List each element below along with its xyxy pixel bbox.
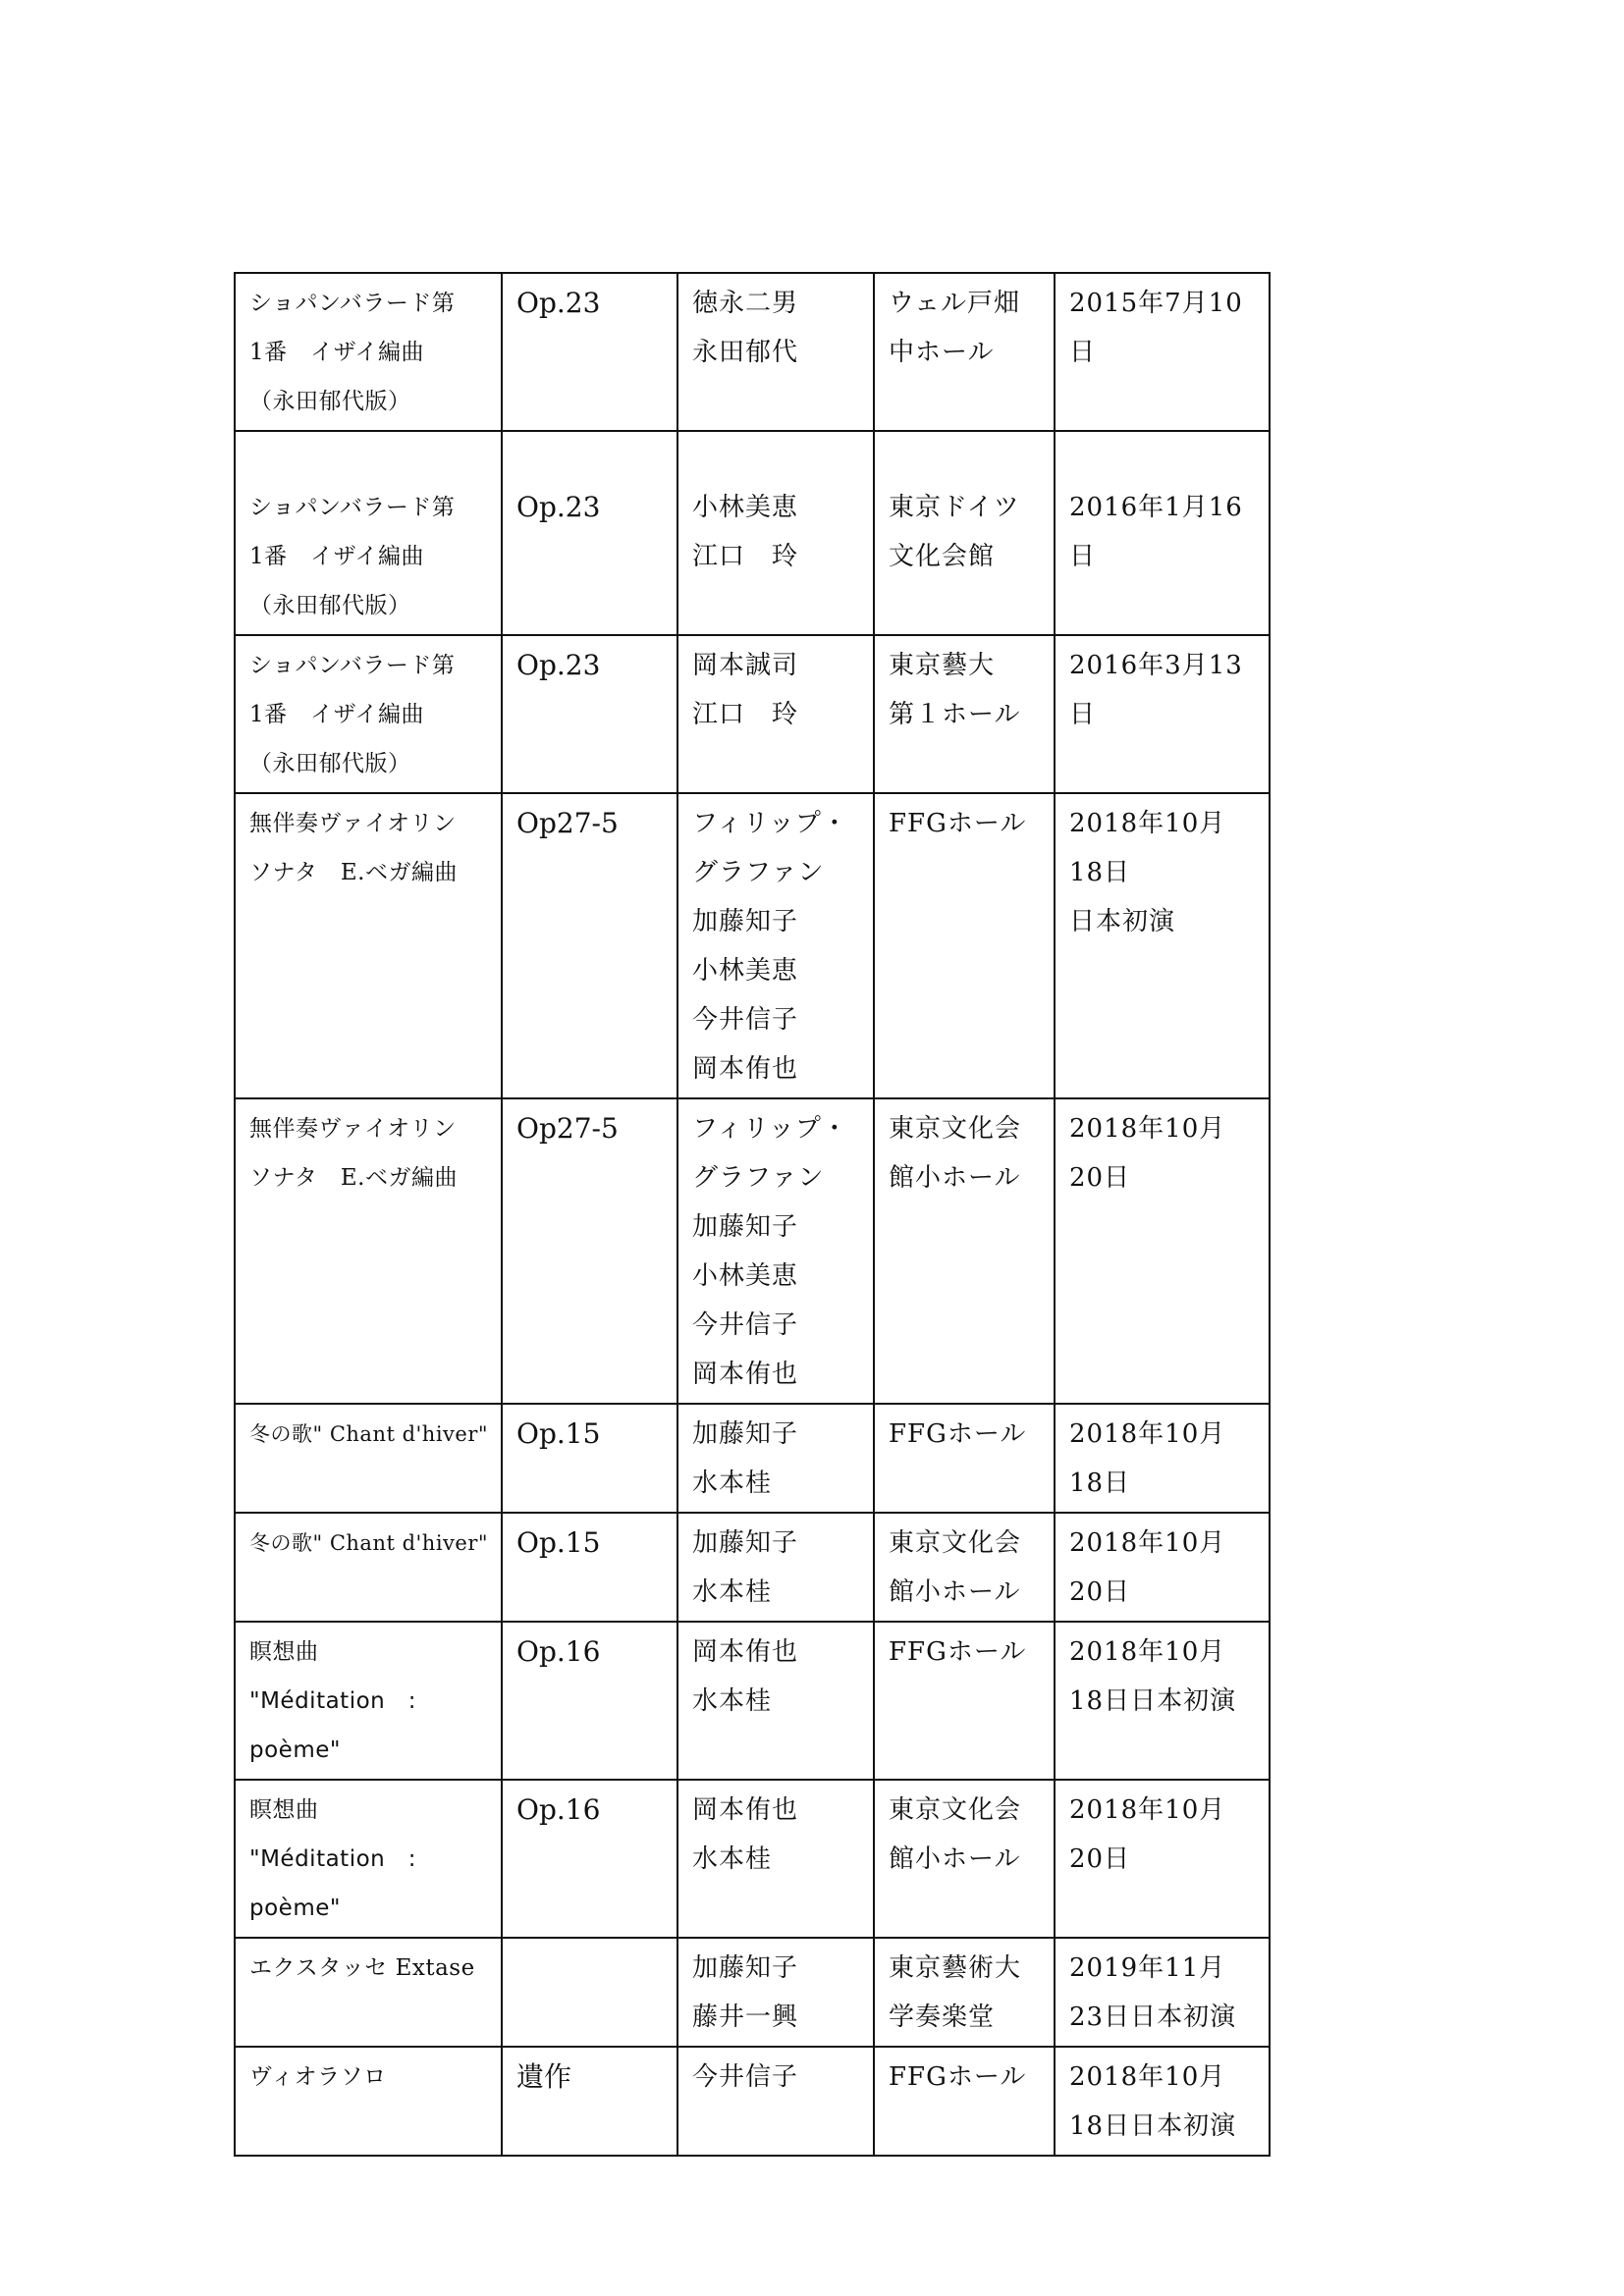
performers-cell xyxy=(677,1404,874,1513)
work-title-cell xyxy=(235,635,502,793)
table-row xyxy=(235,793,1270,1098)
table-row xyxy=(235,1513,1270,1622)
performer-name: 加藤知子 xyxy=(692,1212,799,1242)
work-title-line: 冬の歌" Chant d'hiver" xyxy=(249,1422,489,1446)
venue-line: 館小ホール xyxy=(889,1163,1021,1193)
table-row xyxy=(235,273,1270,431)
performer-name: 今井信子 xyxy=(692,1005,799,1035)
work-title-cell xyxy=(235,793,502,1098)
table-row xyxy=(235,1404,1270,1513)
opus-cell xyxy=(502,1513,677,1622)
performer-name: 小林美恵 xyxy=(692,956,799,986)
opus-cell xyxy=(502,273,677,431)
venue-line: 中ホール xyxy=(889,338,995,367)
performer-name: 藤井一興 xyxy=(692,2002,799,2032)
date-cell xyxy=(1055,431,1270,635)
date-line: 18日 xyxy=(1069,858,1131,887)
work-title-line: （永田郁代版） xyxy=(249,593,411,618)
performer-name: 加藤知子 xyxy=(692,1528,799,1558)
date-cell xyxy=(1055,1098,1270,1404)
venue-cell xyxy=(874,793,1055,1098)
venue-cell xyxy=(874,273,1055,431)
performers-cell xyxy=(677,1622,874,1780)
opus-number: Op.15 xyxy=(516,1417,601,1450)
date-line: 2018年10月 xyxy=(1069,1795,1226,1825)
date-cell xyxy=(1055,1780,1270,1938)
venue-line: FFGホール xyxy=(889,809,1027,838)
work-title-line: ソナタ E.ベガ編曲 xyxy=(249,860,458,885)
opus-cell xyxy=(502,1404,677,1513)
performer-name: グラファン xyxy=(692,1163,825,1193)
opus-number: 遺作 xyxy=(516,2060,572,2093)
work-title-line: 無伴奏ヴァイオリン xyxy=(249,811,457,836)
opus-number: Op27-5 xyxy=(516,1112,619,1145)
venue-cell xyxy=(874,2047,1055,2156)
performer-name: 水本桂 xyxy=(692,1468,773,1498)
work-title-line: ソナタ E.ベガ編曲 xyxy=(249,1165,458,1191)
opus-cell xyxy=(502,431,677,635)
work-title-line: 1番 イザイ編曲 xyxy=(249,544,425,569)
date-line: 2018年10月 xyxy=(1069,1528,1226,1558)
opus-number: Op.15 xyxy=(516,1526,601,1559)
opus-number: Op27-5 xyxy=(516,807,619,839)
venue-cell xyxy=(874,1098,1055,1404)
work-title-line: 瞑想曲 xyxy=(249,1797,319,1823)
venue-cell xyxy=(874,1938,1055,2047)
work-title-line: エクスタッセ Extase xyxy=(249,1955,475,1981)
opus-cell xyxy=(502,1098,677,1404)
venue-cell xyxy=(874,1513,1055,1622)
venue-line: 東京藝大 xyxy=(889,651,996,680)
work-title-line: ショパンバラード第 xyxy=(249,291,456,316)
opus-cell xyxy=(502,635,677,793)
date-line: 2015年7月10 xyxy=(1069,289,1243,318)
work-title-line: ヴィオラソロ xyxy=(249,2064,387,2090)
venue-line: 館小ホール xyxy=(889,1577,1021,1607)
performer-name: 今井信子 xyxy=(692,2062,799,2092)
work-title-line: 1番 イザイ編曲 xyxy=(249,702,425,727)
opus-number: Op.23 xyxy=(516,491,601,523)
performers-cell xyxy=(677,2047,874,2156)
table-row xyxy=(235,1938,1270,2047)
table-row xyxy=(235,1780,1270,1938)
date-cell xyxy=(1055,1513,1270,1622)
work-title-line: 瞑想曲 xyxy=(249,1639,319,1665)
opus-number: Op.23 xyxy=(516,287,601,319)
performer-name: 江口 玲 xyxy=(692,542,799,571)
venue-cell xyxy=(874,635,1055,793)
opus-cell xyxy=(502,1938,677,2047)
date-line: 23日日本初演 xyxy=(1069,2002,1237,2032)
performers-cell xyxy=(677,1780,874,1938)
work-title-cell xyxy=(235,431,502,635)
venue-line: ウェル戸畑 xyxy=(889,289,1020,318)
performer-name: 加藤知子 xyxy=(692,1953,799,1983)
venue-line: 学奏楽堂 xyxy=(889,2002,996,2032)
date-line: 2018年10月 xyxy=(1069,1637,1226,1667)
date-cell xyxy=(1055,2047,1270,2156)
performers-cell xyxy=(677,793,874,1098)
performers-cell xyxy=(677,273,874,431)
date-line: 2018年10月 xyxy=(1069,1419,1226,1449)
performer-name: 岡本侑也 xyxy=(692,1795,799,1825)
date-line: 20日 xyxy=(1069,1163,1131,1193)
date-cell xyxy=(1055,1404,1270,1513)
performer-name: 徳永二男 xyxy=(692,289,799,318)
venue-cell xyxy=(874,1404,1055,1513)
performer-name: 岡本侑也 xyxy=(692,1054,799,1084)
date-cell xyxy=(1055,273,1270,431)
opus-number: Op.23 xyxy=(516,649,601,681)
date-line: 18日日本初演 xyxy=(1069,2111,1237,2141)
opus-cell xyxy=(502,2047,677,2156)
performance-table xyxy=(234,272,1271,2157)
date-line: 20日 xyxy=(1069,1844,1131,1874)
performer-name: 加藤知子 xyxy=(692,907,799,936)
performer-name: 今井信子 xyxy=(692,1310,799,1340)
work-title-line: poème" xyxy=(249,1737,341,1763)
venue-cell xyxy=(874,1780,1055,1938)
work-title-cell xyxy=(235,2047,502,2156)
venue-line: 東京藝術大 xyxy=(889,1953,1022,1983)
performers-cell xyxy=(677,1098,874,1404)
work-title-line: 冬の歌" Chant d'hiver" xyxy=(249,1531,489,1555)
performer-name: 岡本誠司 xyxy=(692,651,799,680)
work-title-line: 1番 イザイ編曲 xyxy=(249,340,425,365)
work-title-cell xyxy=(235,1780,502,1938)
performer-name: 加藤知子 xyxy=(692,1419,799,1449)
work-title-cell xyxy=(235,1404,502,1513)
venue-cell xyxy=(874,431,1055,635)
venue-line: 館小ホール xyxy=(889,1844,1021,1874)
venue-line: 東京文化会 xyxy=(889,1528,1022,1558)
performer-name: フィリップ・ xyxy=(692,809,848,838)
date-line: 日 xyxy=(1069,700,1097,729)
work-title-cell xyxy=(235,1098,502,1404)
date-line: 日 xyxy=(1069,338,1097,367)
performer-name: 岡本侑也 xyxy=(692,1637,799,1667)
date-line: 20日 xyxy=(1069,1577,1131,1607)
work-title-line: （永田郁代版） xyxy=(249,389,411,414)
work-title-line: （永田郁代版） xyxy=(249,751,411,776)
work-title-cell xyxy=(235,273,502,431)
table-row xyxy=(235,1622,1270,1780)
venue-line: FFGホール xyxy=(889,2062,1027,2092)
work-title-line: "Méditation : xyxy=(249,1688,416,1714)
date-cell xyxy=(1055,1938,1270,2047)
work-title-line: ショパンバラード第 xyxy=(249,653,456,678)
opus-cell xyxy=(502,793,677,1098)
performer-name: 小林美恵 xyxy=(692,1261,799,1291)
date-line: 2018年10月 xyxy=(1069,2062,1226,2092)
venue-line: FFGホール xyxy=(889,1637,1027,1667)
work-title-cell xyxy=(235,1622,502,1780)
table-row xyxy=(235,431,1270,635)
performer-name: 小林美恵 xyxy=(692,493,799,522)
table-row xyxy=(235,1098,1270,1404)
date-line: 2016年1月16 xyxy=(1069,493,1243,522)
date-line: 2019年11月 xyxy=(1069,1953,1226,1983)
performers-cell xyxy=(677,635,874,793)
table-row xyxy=(235,635,1270,793)
work-title-cell xyxy=(235,1938,502,2047)
performer-name: 水本桂 xyxy=(692,1577,773,1607)
venue-line: 東京ドイツ xyxy=(889,493,1020,522)
date-cell xyxy=(1055,793,1270,1098)
date-line: 2018年10月 xyxy=(1069,809,1226,838)
venue-cell xyxy=(874,1622,1055,1780)
date-line: 日本初演 xyxy=(1069,907,1176,936)
work-title-line: "Méditation : xyxy=(249,1846,416,1872)
performers-cell xyxy=(677,431,874,635)
performer-name: フィリップ・ xyxy=(692,1114,848,1144)
opus-cell xyxy=(502,1780,677,1938)
venue-line: 文化会館 xyxy=(889,542,996,571)
date-line: 2018年10月 xyxy=(1069,1114,1226,1144)
work-title-line: poème" xyxy=(249,1896,341,1921)
venue-line: FFGホール xyxy=(889,1419,1027,1449)
opus-number: Op.16 xyxy=(516,1635,601,1668)
opus-number: Op.16 xyxy=(516,1793,601,1826)
date-cell xyxy=(1055,1622,1270,1780)
table-row xyxy=(235,2047,1270,2156)
venue-line: 東京文化会 xyxy=(889,1114,1022,1144)
performer-name: 水本桂 xyxy=(692,1844,773,1874)
work-title-line: 無伴奏ヴァイオリン xyxy=(249,1116,457,1142)
venue-line: 第１ホール xyxy=(889,700,1021,729)
date-line: 日 xyxy=(1069,542,1097,571)
performers-cell xyxy=(677,1938,874,2047)
work-title-line: ショパンバラード第 xyxy=(249,495,456,520)
performer-name: 岡本侑也 xyxy=(692,1360,799,1389)
date-line: 18日日本初演 xyxy=(1069,1686,1237,1716)
work-title-cell xyxy=(235,1513,502,1622)
opus-cell xyxy=(502,1622,677,1780)
venue-line: 東京文化会 xyxy=(889,1795,1022,1825)
performer-name: グラファン xyxy=(692,858,825,887)
date-cell xyxy=(1055,635,1270,793)
performers-cell xyxy=(677,1513,874,1622)
date-line: 18日 xyxy=(1069,1468,1131,1498)
performer-name: 水本桂 xyxy=(692,1686,773,1716)
performer-name: 江口 玲 xyxy=(692,700,799,729)
date-line: 2016年3月13 xyxy=(1069,651,1243,680)
performer-name: 永田郁代 xyxy=(692,338,799,367)
